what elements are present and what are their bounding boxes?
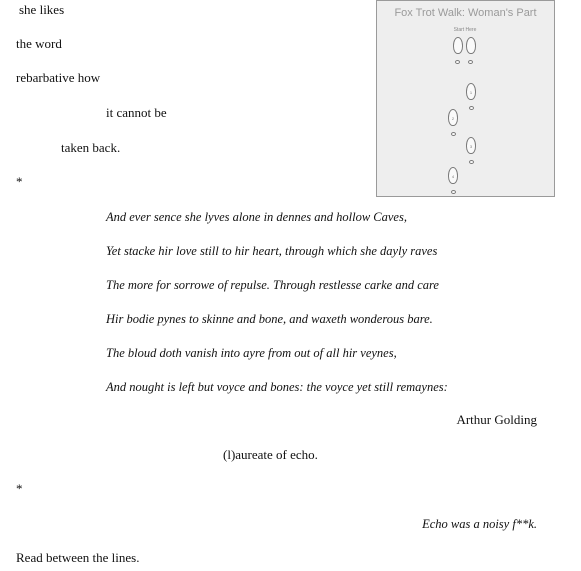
diagram-title: Fox Trot Walk: Woman's Part: [394, 7, 537, 19]
quote-line: The more for sorrowe of repulse. Through restlesse carke and care: [106, 278, 439, 292]
footprint-icon: 2: [448, 109, 458, 126]
attribution: Arthur Golding: [456, 412, 537, 427]
quote-line: The bloud doth vanish into ayre from out of all hir veynes,: [106, 346, 397, 360]
quote-line: And nought is left but voyce and bones: the voyce yet still remaynes:: [106, 380, 448, 394]
quote-line: And ever sence she lyves alone in dennes and hollow Caves,: [106, 210, 407, 224]
footprint-icon: 1: [466, 83, 476, 100]
heel-icon: [469, 106, 474, 110]
poem-line-4: it cannot be: [106, 105, 167, 120]
heel-icon: [468, 60, 473, 64]
closing-line: Read between the lines.: [16, 550, 140, 565]
footprint-icon: [453, 37, 463, 54]
footprint-icon: 3: [466, 137, 476, 154]
echo-line: Echo was a noisy f**k.: [422, 517, 537, 531]
poem-line-2: the word: [16, 36, 62, 51]
quote-line: Yet stacke hir love still to hir heart, through which she dayly raves: [106, 244, 438, 258]
fox-trot-diagram: [376, 0, 555, 197]
heel-icon: [451, 190, 456, 194]
heel-icon: [469, 160, 474, 164]
laureate-line: (l)aureate of echo.: [223, 447, 318, 462]
section-separator: *: [16, 174, 23, 189]
poem-line-5: taken back.: [61, 140, 121, 155]
poem-line-3: rebarbative how: [16, 70, 101, 85]
poem-line-1: she likes: [19, 2, 65, 17]
section-separator: *: [16, 481, 23, 496]
heel-icon: [451, 132, 456, 136]
footprint-icon: 4: [448, 167, 458, 184]
footprint-icon: [466, 37, 476, 54]
quote-line: Hir bodie pynes to skinne and bone, and waxeth wonderous bare.: [106, 312, 433, 326]
heel-icon: [455, 60, 460, 64]
start-here-label: Start Here: [453, 27, 477, 33]
